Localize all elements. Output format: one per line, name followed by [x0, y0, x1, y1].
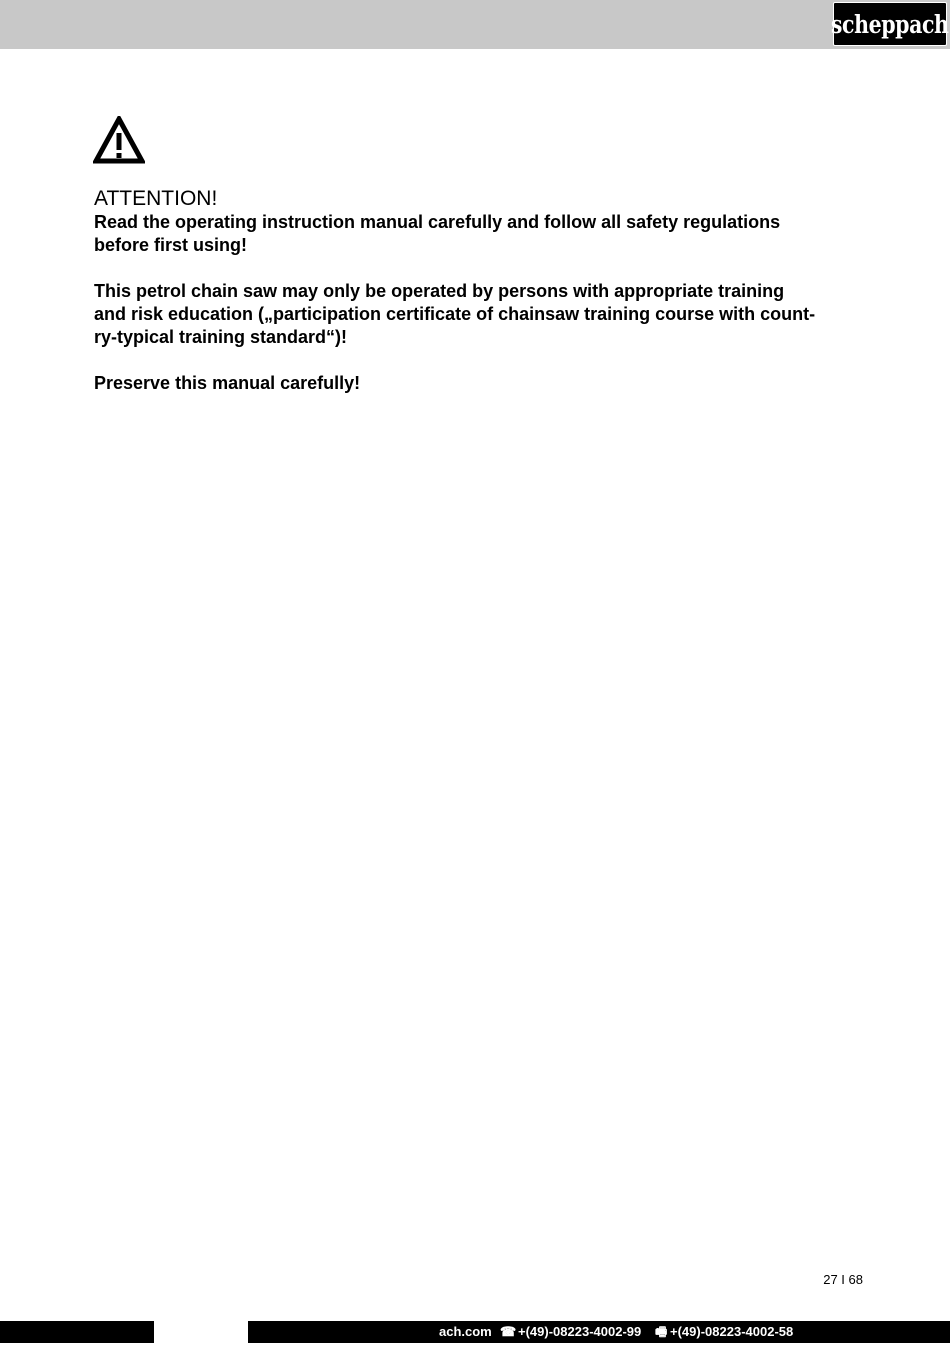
- instruction-line: before first using!: [94, 235, 248, 255]
- main-content: [94, 186, 874, 395]
- footer-left-block: [0, 1321, 154, 1343]
- footer-website: ach.com: [439, 1324, 492, 1339]
- training-notice-line: and risk education („participation certificate of chainsaw training course with count-: [94, 304, 816, 324]
- brand-logo: [833, 2, 947, 46]
- logo-text: scheppach: [831, 9, 949, 39]
- training-notice-line: ry-typical training standard“)!: [94, 327, 348, 347]
- footer-phone: +(49)-08223-4002-99: [518, 1324, 642, 1339]
- footer-fax: +(49)-08223-4002-58: [670, 1324, 794, 1339]
- footer-bar: [0, 1321, 950, 1345]
- page-number: 27 I 68: [823, 1272, 863, 1287]
- footer-contact: [248, 1321, 950, 1343]
- preserve-notice: Preserve this manual carefully!: [94, 373, 361, 393]
- training-notice-line: This petrol chain saw may only be operated by persons with appropriate training: [94, 281, 785, 301]
- fax-icon: 🖷: [655, 1324, 668, 1339]
- header-bar: [0, 0, 950, 49]
- instruction-line: Read the operating instruction manual carefully and follow all safety regulations: [94, 212, 781, 232]
- warning-triangle-icon: [93, 116, 145, 164]
- phone-icon: ☎: [500, 1324, 517, 1339]
- footer-gap: [154, 1321, 248, 1343]
- attention-title: ATTENTION!: [94, 187, 218, 210]
